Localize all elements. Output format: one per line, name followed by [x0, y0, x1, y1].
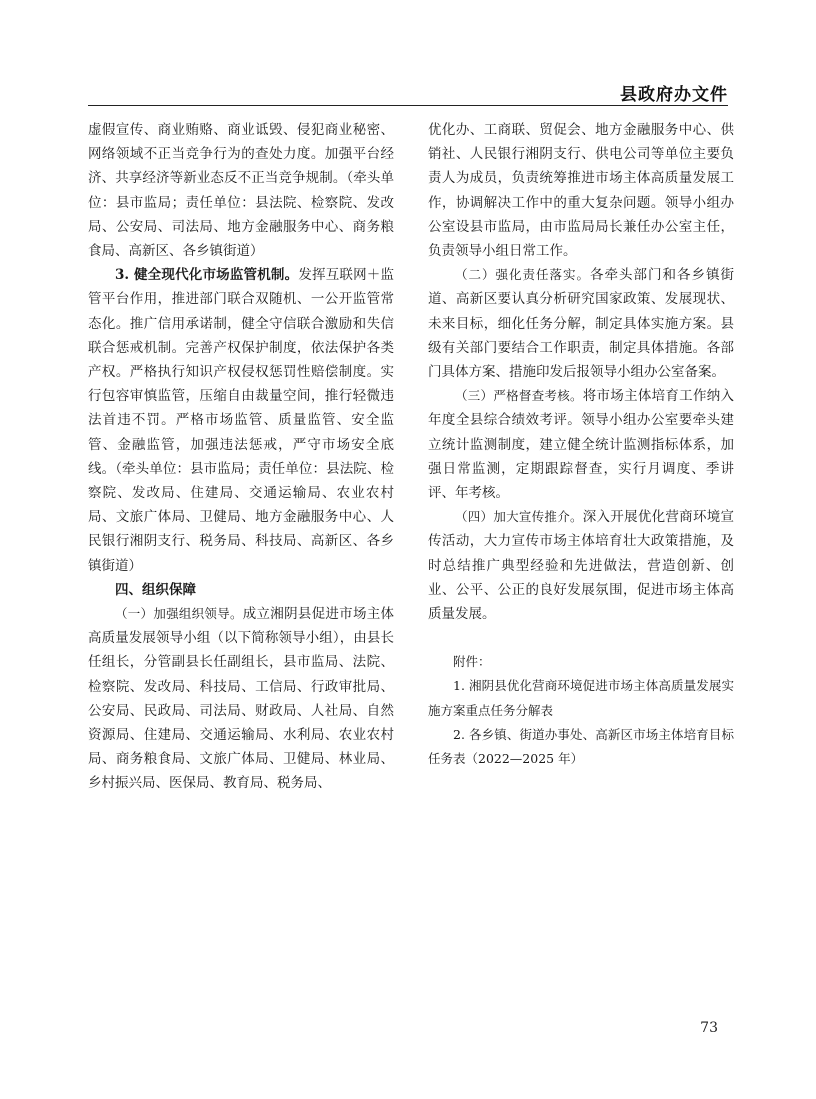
header-title: 县政府办文件	[620, 85, 728, 105]
subsection-4-lead: （四）加大宣传推介。	[455, 509, 583, 525]
paragraph-publicity	[428, 505, 734, 626]
paragraph-market-supervision	[88, 263, 394, 578]
attachment-item-1: 1. 湘阴县优化营商环境促进市场主体高质量发展实施方案重点任务分解表	[428, 678, 734, 718]
page-number: 73	[700, 1020, 718, 1036]
header-rule	[88, 105, 728, 106]
subsection-2-body: 各牵头部门和各乡镇街道、高新区要认真分析研究国家政策、发展现状、未来目标，细化任务分解，制定具体实施方案。县级有关部门要结合工作职责，制定具体措施。各部门具体方案、措施印发后报领导小组办公室备案。	[428, 267, 734, 381]
right-column	[428, 118, 734, 771]
item-3-lead: 3. 健全现代化市场监管机制。	[115, 267, 299, 284]
attachments-label: 附件：	[453, 654, 491, 670]
subsection-1-body: 成立湘阴县促进市场主体高质量发展领导小组（以下简称领导小组），由县长任组长，分管副县长任副组长，县市监局、法院、检察院、发改局、科技局、工信局、行政审批局、公安局、民政局、司法局、财政局、人社局、自然资源局、住建局、交通运输局、水利局、农业农村局、商务粮食局、文旅广体局、卫健局、林业局、乡村振兴局、医保局、教育局、税务局、	[88, 606, 394, 792]
subsection-1-lead: （一）加强组织领导。	[115, 606, 243, 622]
paragraph-unfair-competition: 虚假宣传、商业贿赂、商业诋毁、侵犯商业秘密、网络领域不正当竞争行为的查处力度。加强平台经济、共享经济等新业态反不正当竞争规制。（牵头单位：县市监局；责任单位：县法院、检察院、发改局、公安局、司法局、地方金融服务中心、商务粮食局、高新区、各乡镇街道）	[88, 122, 394, 260]
paragraph-leadership	[88, 602, 394, 796]
subsection-2-lead: （二）强化责任落实。	[455, 267, 590, 283]
paragraph-leadership-continued: 优化办、工商联、贸促会、地方金融服务中心、供销社、人民银行湘阴支行、供电公司等单位主要负责人为成员，负责统筹推进市场主体高质量发展工作，协调解决工作中的重大复杂问题。领导小组办公室设县市监局，由市监局局长兼任办公室主任，负责领导小组日常工作。	[428, 122, 734, 260]
subsection-4-body: 深入开展优化营商环境宣传活动，大力宣传市场主体培育壮大政策措施，及时总结推广典型经验和先进做法，营造创新、创业、公平、公正的良好发展氛围，促进市场主体高质量发展。	[428, 509, 734, 623]
section-heading-organization: 四、组织保障	[115, 581, 196, 598]
subsection-3-body: 将市场主体培育工作纳入年度全县综合绩效考评。领导小组办公室要牵头建立统计监测制度，建立健全统计监测指标体系，加强日常监测，定期跟踪督查，实行月调度、季讲评、年考核。	[428, 388, 734, 502]
paragraph-responsibility	[428, 263, 734, 384]
paragraph-inspection	[428, 384, 734, 505]
item-3-body: 发挥互联网＋监管平台作用，推进部门联合双随机、一公开监管常态化。推广信用承诺制，健全守信联合激励和失信联合惩戒机制。完善产权保护制度，依法保护各类产权。严格执行知识产权侵权惩罚性赔偿制度。实行包容审慎监管，压缩自由裁量空间，推行轻微违法首违不罚。严格市场监管、质量监管、安全监管、金融监管，加强违法惩戒，严守市场安全底线。（牵头单位：县市监局；责任单位：县法院、检察院、发改局、住建局、交通运输局、农业农村局、文旅广体局、卫健局、地方金融服务中心、人民银行湘阴支行、税务局、科技局、高新区、各乡镇街道）	[88, 267, 394, 574]
subsection-3-lead: （三）严格督查考核。	[455, 388, 583, 404]
left-column	[88, 118, 394, 796]
attachment-item-2: 2. 各乡镇、街道办事处、高新区市场主体培育目标任务表（2022—2025 年）	[428, 726, 734, 767]
